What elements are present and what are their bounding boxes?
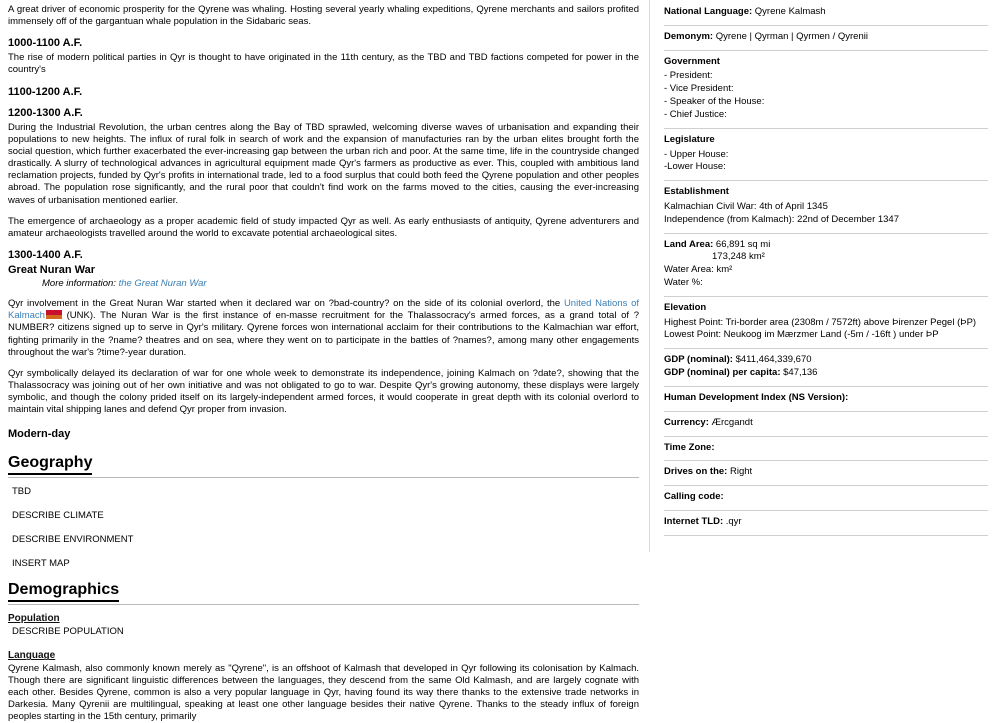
- infobox-value-drives-on-the: Right: [730, 466, 753, 478]
- infobox-key-legislature: Legislature: [664, 133, 715, 145]
- heading-great-nuran-war: Great Nuran War: [8, 264, 96, 277]
- geography-item-map: INSERT MAP: [12, 558, 70, 570]
- population-subheading: Population: [8, 613, 60, 625]
- infobox-row-calling-code: [664, 486, 988, 511]
- infobox-key-government: Government: [664, 55, 720, 67]
- infobox-row-gdp: [664, 349, 988, 387]
- infobox-gdp-per-capita-line: [664, 367, 988, 380]
- more-information-line: [42, 278, 639, 289]
- infobox-value-internet-tld: .qyr: [725, 515, 742, 527]
- language-subheading: Language: [8, 650, 56, 662]
- demographics-heading-text: Demographics: [8, 581, 119, 602]
- heading-1100-1200: 1100-1200 A.F.: [8, 85, 83, 98]
- infobox-key-elevation: Elevation: [664, 301, 707, 313]
- infobox-highest-point: Highest Point: Tri-border area (2308m / 7572ft) above Þirenzer Pegel (ÞP): [664, 316, 977, 328]
- infobox-government-president: - President:: [664, 70, 713, 82]
- heading-modern-day: Modern-day: [8, 428, 71, 441]
- infobox-key-national-language: National Language:: [664, 6, 753, 17]
- geography-item-climate: DESCRIBE CLIMATE: [12, 510, 104, 522]
- geography-heading-text: Geography: [8, 454, 92, 475]
- infobox-key-internet-tld: Internet TLD:: [664, 515, 724, 527]
- infobox-water-percent: Water %:: [664, 277, 703, 288]
- paragraph-nuran-war-involvement: [8, 298, 639, 359]
- infobox-key-land-area: Land Area:: [664, 238, 714, 250]
- paragraph-industrial-revolution: During the Industrial Revolution, the urban centres along the Bay of TBD sprawled, welcoming diverse waves of urbanisation and expanding their populations to new heights. The influx of rural folk in search of work and the expansion of manufacturies ran by the urban elites brought forth the social question, which further exacerbated the ever-increasing gap between the urban rich and poor. At the same time, life in the countryside changed drastically. A slurry of technological advances in agricultural equipment made Qyr's farmers as productive as ever. This, coupled with ambitious land reclamation projects, funded by Qyr's profits in international trade, led to a food surplus that could both feed the Qyrene population and other peoples abroad. The population rose significantly, and the rural poor that couldn't find work on the farms moved to the cities, causing the ever-increasing waves of urbanisation mentioned earlier.: [8, 121, 639, 206]
- infobox-key-time-zone: Time Zone:: [664, 441, 715, 453]
- infobox-row-land-area: [664, 234, 988, 297]
- geography-item-environment: DESCRIBE ENVIRONMENT: [12, 534, 134, 546]
- geography-section-heading: [8, 454, 639, 478]
- infobox-establishment-civil-war: Kalmachian Civil War: 4th of April 1345: [664, 200, 828, 212]
- infobox-row-hdi: [664, 387, 988, 412]
- geography-item-tbd: TBD: [12, 486, 31, 498]
- infobox-water-area: Water Area: km²: [664, 264, 733, 276]
- infobox-row-currency: [664, 412, 988, 437]
- infobox-government-vice-president: - Vice President:: [664, 83, 734, 95]
- infobox-key-gdp-nominal: GDP (nominal):: [664, 354, 733, 366]
- intro-paragraph: A great driver of economic prosperity for the Qyrene was whaling. Hosting several yearly whaling expeditions, Qyrene merchants and sailors profited immensely off of the gargantuan whale population in the Sidabaric seas.: [8, 4, 639, 28]
- great-nuran-war-link[interactable]: the Great Nuran War: [118, 278, 207, 290]
- language-paragraph: Qyrene Kalmash, also commonly known merely as "Qyrene", is an offshoot of Kalmash that developed in Qyr following its colonisation by Kalmach. Though there are significant linguistic differences between the languages, they descend from the same Old Kalmash, and are largely cognate with each other. Besides Qyrene, common is also a very popular language in Qyr, having found its way there thanks to the extensive trade networks in Darkesia. Many Qyrenii are multilingual, speaking at least one other language besides their native Qyrene. Thanks to the steady influx of foreign peoples starting in the 15th century, primarily: [8, 663, 639, 722]
- infobox-value-national-language: Qyrene Kalmash: [754, 6, 826, 17]
- infobox-key-currency: Currency:: [664, 416, 709, 428]
- infobox-key-calling-code: Calling code:: [664, 491, 724, 503]
- infobox-lowest-point: Lowest Point: Neukoog im Mærzmer Land (-5m / -16ft ) under ÞP: [664, 329, 939, 341]
- more-information-label: More information:: [42, 278, 116, 290]
- infobox-value-currency: Ærcgandt: [711, 416, 753, 428]
- heading-1300-1400: 1300-1400 A.F.: [8, 249, 83, 262]
- nuran-war-text-part1: Qyr involvement in the Great Nuran War started when it declared war on ?bad-country? on the side of its colonial overlord, the: [8, 298, 564, 310]
- infobox-row-national-language: [664, 4, 988, 26]
- infobox-government-chief-justice: - Chief Justice:: [664, 108, 727, 120]
- infobox-value-demonym: Qyrene | Qyrman | Qyrmen / Qyrenii: [715, 30, 868, 42]
- nuran-war-text-part2: (UNK). The Nuran War is the first instance of en-masse recruitment for the Thalassocracy's armed forces, as a grand total of ?NUMBER? citizens signed up to serve in Qyr's military. Qyrene forces won international acclaim for their contributions to the Kalmachian war effort, fighting primarily in the ?name? theatres and on sea, where they went on to participate in the battles of ?names?, among many other engagements throughout the war's ?time?-year duration.: [8, 310, 639, 358]
- infobox-row-establishment: [664, 181, 988, 233]
- infobox-key-hdi: Human Development Index (NS Version):: [664, 391, 849, 403]
- infobox-row-time-zone: [664, 437, 988, 462]
- paragraph-archaeology: The emergence of archaeology as a proper academic field of study impacted Qyr as well. As early enthusiasts of antiquity, Qyrene adventurers and amateur archaeologists travelled around the world to excavate potential archaeological sites.: [8, 215, 639, 239]
- infobox-row-legislature: [664, 129, 988, 181]
- infobox-row-internet-tld: [664, 511, 988, 536]
- infobox-key-demonym: Demonym:: [664, 30, 714, 42]
- paragraph-symbolic-delay: Qyr symbolically delayed its declaration of war for one whole week to demonstrate its independence, joining Kalmach on ?date?, showing that the Thalassocracy was joining out of her own initiative and was not obligated to go to war. Despite Qyr's growing autonomy, these displays were largely symbolic, and though the colony prided itself on its largely-independent armed forces, it would cooperate in great depth with its colonial overlord to maintain vital shipping lanes and defend Qyr proper from invasion.: [8, 367, 639, 416]
- infobox-value-land-area-km2: 173,248 km²: [712, 251, 765, 263]
- infobox-row-demonym: [664, 26, 988, 51]
- infobox-legislature-upper-house: - Upper House:: [664, 148, 729, 160]
- infobox-legislature-lower-house: -Lower House:: [664, 161, 726, 173]
- united-nations-of-kalmach-link[interactable]: United Nations of Kalmach: [8, 298, 639, 322]
- infobox-establishment-independence: Independence (from Kalmach): 22nd of December 1347: [664, 213, 899, 225]
- infobox-key-establishment: Establishment: [664, 186, 729, 198]
- infobox-key-gdp-per-capita: GDP (nominal) per capita:: [664, 367, 781, 379]
- demographics-section-heading: [8, 581, 639, 605]
- infobox-value-land-area-sqmi: 66,891 sq mi: [715, 238, 771, 250]
- infobox-row-elevation: [664, 297, 988, 349]
- country-infobox: [650, 0, 1000, 552]
- infobox-government-speaker: - Speaker of the House:: [664, 96, 765, 108]
- infobox-row-government: [664, 51, 988, 129]
- infobox-key-drives-on-the: Drives on the:: [664, 466, 728, 478]
- heading-1200-1300: 1200-1300 A.F.: [8, 106, 83, 119]
- heading-1000-1100: 1000-1100 A.F.: [8, 37, 83, 50]
- population-placeholder-text: DESCRIBE POPULATION: [12, 626, 124, 638]
- infobox-value-gdp-per-capita: $47,136: [783, 367, 818, 379]
- infobox-row-drives-on-the: [664, 461, 988, 486]
- kalmach-flag-icon: [46, 310, 62, 319]
- paragraph-1000-1100: The rise of modern political parties in Qyr is thought to have originated in the 11th century, as the TBD and TBD factions competed for power in the country's: [8, 52, 639, 76]
- infobox-value-gdp-nominal: $411,464,339,670: [735, 354, 812, 366]
